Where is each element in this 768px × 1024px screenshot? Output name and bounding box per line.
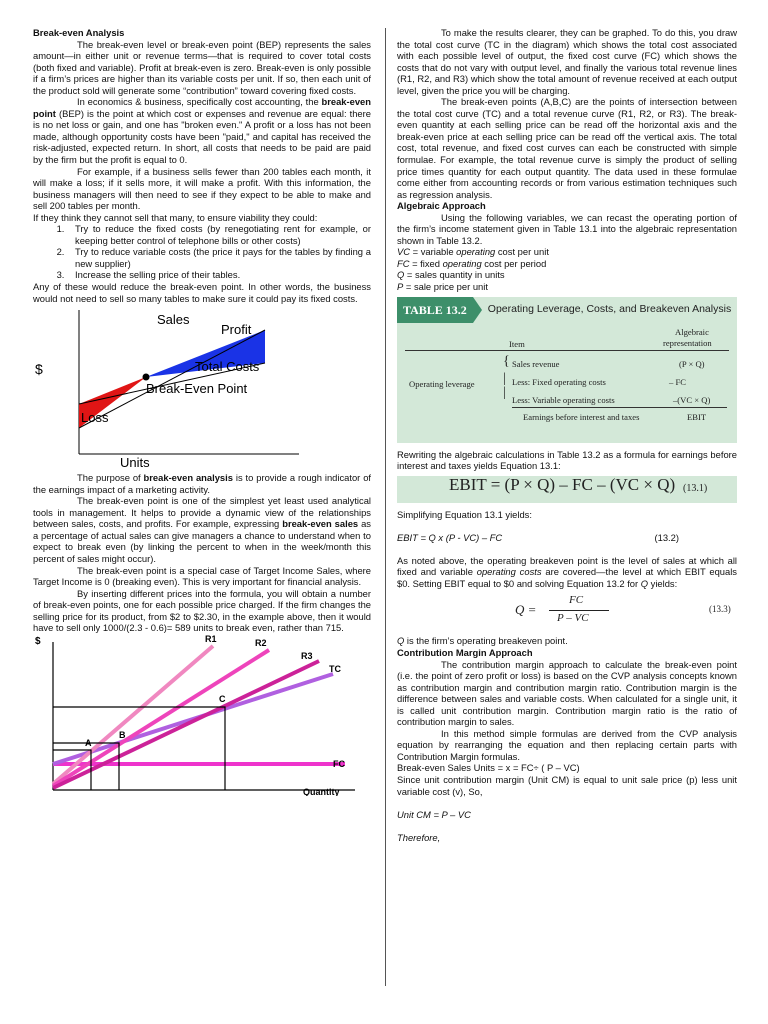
paragraph: The break-even point is a special case of Target Income Sales, where Target Income is 0 (breaking even). This is very important for financial analysis. bbox=[33, 564, 371, 588]
paragraph: Therefore, bbox=[397, 831, 441, 843]
table-13-2 bbox=[397, 297, 737, 443]
paragraph: Using the following variables, we can recast the operating portion of the firm’s income statement given in Table 13.1 into the algebraic representation shown in Table 13.2. bbox=[397, 211, 737, 246]
col-header-representation: representation bbox=[663, 337, 712, 348]
col-header-item: Item bbox=[509, 338, 525, 349]
break-even-point-marker bbox=[143, 374, 150, 381]
paragraph: Since unit contribution margin (Unit CM) is equal to unit sale price (p) less unit variable cost (v), So, bbox=[397, 773, 737, 797]
paragraph: The break-even points (A,B,C) are the points of intersection between the total cost curve (TC) and a total revenue curve (R1, R2, or R3). The break-even quantity at each selling price can be read off the horizontal axis and the break-even price at each selling price can be read off the vertical axis. The total cost, total revenue, and fixed cost curves can each be constructed with simple formulae. For example, the total revenue curve is simply the product of selling price times quantity for each output quantity. The data used in these formulae come either from accounting records or from various estimation techniques such as regression analysis. bbox=[397, 96, 737, 200]
bold-term: break-even point bbox=[33, 96, 371, 119]
units-label: Units bbox=[120, 455, 150, 471]
point-a-label: A bbox=[85, 737, 92, 748]
paragraph: In economics & business, specifically cost accounting, the break-even point (BEP) is the point at which cost or expenses and revenue are equal: there is no net loss or gain, and one has "broken even." A profit or a loss has not been made, although opportunity costs have been "paid," and capital has received the risk-adjusted, expected return. In short, all costs that needs to be paid are paid by the firm but the profit is equal to 0. bbox=[33, 96, 371, 166]
equation-text: EBIT = (P × Q) – FC – (VC × Q) bbox=[449, 474, 676, 494]
paragraph: The break-even point is one of the simplest yet least used analytical tools in management. It helps to provide a dynamic view of the relationships between sales, costs, and profits. For example, expressing break-even sales as a percentage of actual sales can give managers a chance to understand when to expect to break even (by linking the percent to when in the week/month this percent of sales might occur). bbox=[33, 495, 371, 564]
paragraph: Rewriting the algebraic calculations in Table 13.2 as a formula for earnings before interest and taxes yields Equation 13.1: bbox=[397, 448, 737, 472]
point-b-label: B bbox=[119, 729, 126, 740]
equation-number: (13.2) bbox=[654, 531, 679, 543]
sales-label: Sales bbox=[157, 312, 190, 328]
paragraph: Break-even Sales Units = x = FC÷ ( P – VC) bbox=[397, 762, 580, 774]
row-group-label: Operating leverage bbox=[409, 378, 475, 389]
section-heading: Break-even Analysis bbox=[33, 27, 125, 38]
brace: { bbox=[503, 353, 510, 369]
table-row-alg: EBIT bbox=[687, 411, 707, 422]
table-row-alg: – FC bbox=[669, 376, 686, 387]
variable-definition: P = sale price per unit bbox=[397, 281, 488, 293]
equation-13-3 bbox=[397, 593, 737, 629]
bold-term: break-even analysis bbox=[143, 472, 233, 484]
col-header-algebraic: Algebraic bbox=[675, 326, 709, 337]
brace: | bbox=[503, 370, 506, 386]
equation-denominator: P – VC bbox=[557, 612, 589, 625]
paragraph: The break-even level or break-even point (BEP) represents the sales amount—in either unit or revenue terms—that is required to cover total costs (both fixed and variable). Profit at break-even is zero. Break-even is only possible if a firm’s prices are higher than its variable costs per unit. If so, then each unit of the product sold will generate some “contribution” toward covering fixed costs. bbox=[33, 38, 371, 96]
badge-arrow bbox=[473, 297, 482, 323]
r2-label: R2 bbox=[255, 637, 267, 648]
paragraph: The contribution margin approach to calculate the break-even point (i.e. the point of zero profit or loss) is based on the CVP analysis concepts known as contribution margin and contribution margin ratio. Contribution margin is the difference between sales and variable costs. When calculated for a single unit, it is called unit contribution margin. Contribution margin ratio is the ratio of contribution margin to sales. bbox=[397, 658, 737, 728]
paragraph: In this method simple formulas are derived from the CVP analysis equation by rearranging the equation and then replacing certain parts with Contribution Margin formulas. bbox=[397, 727, 737, 762]
table-row-item: Sales revenue bbox=[512, 358, 560, 369]
r1-label: R1 bbox=[205, 633, 217, 644]
point-c-label: C bbox=[219, 693, 226, 704]
paragraph: Unit CM = P – VC bbox=[397, 808, 471, 820]
paragraph: Any of these would reduce the break-even point. In other words, the business would not need to sell so many tables to make sure it could pay its fixed costs. bbox=[33, 281, 371, 304]
list-item: 3. Increase the selling price of their tables. bbox=[67, 269, 371, 281]
break-even-chart bbox=[33, 304, 371, 472]
paragraph: By inserting different prices into the formula, you will obtain a number of break-even points, one for each possible price charged. If the firm changes the selling price for its product, from $2 to $2.30, in the example above, then it would have to sell only 1000/(2.3 - 0.6)= 589 units to break even, rather than 715. bbox=[33, 587, 371, 634]
equation-13-2 bbox=[397, 532, 737, 544]
variable-definition: VC = variable operating cost per unit bbox=[397, 246, 549, 258]
right-column bbox=[397, 27, 737, 843]
section-heading: Algebraic Approach bbox=[397, 200, 486, 212]
table-row-alg: (P × Q) bbox=[679, 358, 705, 369]
bold-term: break-even sales bbox=[282, 518, 359, 530]
fc-label: FC bbox=[333, 758, 345, 769]
table-row-item: Earnings before interest and taxes bbox=[523, 411, 640, 422]
table-rule bbox=[512, 407, 727, 408]
variable-definition: FC = fixed operating cost per period bbox=[397, 257, 547, 269]
table-header bbox=[397, 297, 737, 323]
equation-lhs: Q = bbox=[515, 602, 537, 618]
table-body bbox=[397, 323, 737, 443]
equation-number: (13.3) bbox=[709, 604, 731, 615]
r3-line bbox=[53, 661, 319, 788]
paragraph: Simplifying Equation 13.1 yields: bbox=[397, 508, 532, 520]
equation-text: EBIT = Q x (P - VC) – FC bbox=[397, 531, 503, 543]
equation-13-1 bbox=[397, 476, 737, 503]
table-badge: TABLE 13.2 bbox=[397, 297, 473, 323]
variable-definition: Q = sales quantity in units bbox=[397, 269, 505, 281]
equation-number: (13.1) bbox=[683, 482, 708, 494]
quantity-label: Quantity bbox=[303, 786, 340, 796]
column-divider bbox=[385, 28, 386, 986]
paragraph: To make the results clearer, they can be graphed. To do this, you draw the total cost curve (TC in the diagram) which shows the total cost associated with each possible level of output, the fixed cost curve (FC) which shows the costs that do not vary with output level, and finally the various total revenue lines (R1, R2, and R3) which show the total amount of revenue received at each output level, given the price you will be charging. bbox=[397, 27, 737, 96]
paragraph: The purpose of break-even analysis is to provide a rough indicator of the earnings impact of a marketing activity. bbox=[33, 472, 372, 495]
dollar-label: $ bbox=[35, 361, 43, 378]
paragraph: Q is the firm’s operating breakeven point. bbox=[397, 635, 568, 647]
table-row-item: Less: Variable operating costs bbox=[512, 394, 615, 405]
list-item: 2. Try to reduce variable costs (the price it pays for the tables by finding a new supplier) bbox=[67, 246, 371, 269]
table-row-item: Less: Fixed operating costs bbox=[512, 376, 606, 387]
revenue-cost-chart bbox=[33, 634, 371, 796]
loss-label: Loss bbox=[81, 410, 109, 426]
total-costs-label: Total Costs bbox=[195, 359, 260, 375]
paragraph: For example, if a business sells fewer than 200 tables each month, it will make a loss; if it sells more, it will make a profit. With this information, the business managers will then need to see if they expect to be able to make and sell 200 tables per month. bbox=[33, 165, 371, 212]
paragraph: As noted above, the operating breakeven point is the level of sales at which all fixed and variable operating costs are covered—the level at which EBIT equals $0. Setting EBIT equal to $0 and solving Equation 13.2 for Q yields: bbox=[397, 554, 737, 589]
table-row-alg: –(VC × Q) bbox=[673, 394, 711, 405]
section-heading: Contribution Margin Approach bbox=[397, 646, 533, 658]
fraction-bar bbox=[549, 610, 609, 611]
dollar-label: $ bbox=[35, 635, 41, 647]
r3-label: R3 bbox=[301, 650, 313, 661]
table-title: Operating Leverage, Costs, and Breakeven Analysis bbox=[487, 302, 732, 315]
viability-list bbox=[33, 223, 371, 281]
equation-numerator: FC bbox=[569, 594, 584, 607]
tc-label: TC bbox=[329, 663, 341, 674]
table-rule bbox=[405, 350, 729, 351]
paragraph: If they think they cannot sell that many, to ensure viability they could: bbox=[33, 211, 318, 223]
list-item: 1. Try to reduce the fixed costs (by renegotiating rent for example, or keeping better control of telephone bills or other costs) bbox=[67, 223, 371, 246]
brace: | bbox=[503, 384, 506, 400]
break-even-point-label: Break-Even Point bbox=[146, 381, 248, 397]
left-column bbox=[33, 27, 371, 796]
profit-label: Profit bbox=[221, 322, 252, 338]
